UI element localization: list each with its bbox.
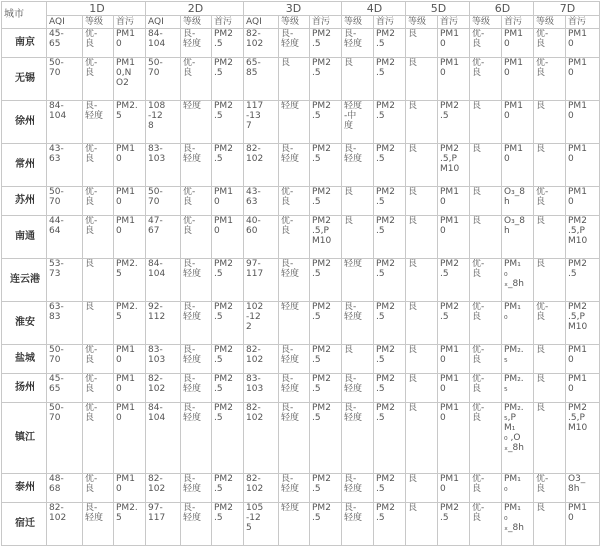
forecast-cell: 优- 良 [83, 344, 114, 373]
subcolumn-header: 等级 [342, 16, 374, 29]
forecast-cell: PM1 0 [114, 403, 146, 474]
forecast-cell: 优- 良 [470, 374, 502, 403]
forecast-cell: 良- 轻度 [181, 344, 212, 373]
forecast-cell: 优- 良 [181, 58, 212, 101]
forecast-cell: PM2 .5,P M10 [438, 144, 470, 187]
forecast-cell: 83- 103 [244, 374, 279, 403]
forecast-cell: 优- 良 [534, 29, 566, 58]
forecast-cell: 53- 73 [47, 259, 83, 302]
forecast-cell: PM2. 5 [114, 101, 146, 144]
subcolumn-header: 等级 [470, 16, 502, 29]
city-cell: 常州 [2, 144, 47, 187]
forecast-cell: 良 [534, 403, 566, 474]
forecast-cell: 良- 轻度 [279, 344, 310, 373]
forecast-cell: PM2 .5 [438, 502, 470, 545]
subcolumn-header: 首污 [438, 16, 470, 29]
forecast-cell: 良- 轻度 [181, 259, 212, 302]
day-header: 5D [406, 2, 470, 16]
table-row [2, 144, 600, 187]
forecast-cell: PM₁ ₀ ₓ_8h [502, 259, 534, 302]
forecast-cell: PM1 0 [502, 29, 534, 58]
forecast-cell: 50- 70 [47, 403, 83, 474]
forecast-cell: 优- 良 [83, 186, 114, 215]
day-header: 4D [342, 2, 406, 16]
table-row [2, 259, 600, 302]
table-row [2, 301, 600, 344]
forecast-cell: 良 [406, 259, 438, 302]
forecast-cell: PM1 0 [502, 58, 534, 101]
table-row [2, 58, 600, 101]
forecast-cell: 良- 轻度 [181, 473, 212, 502]
forecast-cell: 轻度 [279, 502, 310, 545]
forecast-cell: PM1 0 [502, 144, 534, 187]
forecast-cell: 50- 70 [47, 344, 83, 373]
forecast-cell: PM1 0 [438, 216, 470, 259]
forecast-cell: 轻度 [342, 259, 374, 302]
day-header: 2D [146, 2, 244, 16]
forecast-cell: 92- 112 [146, 301, 181, 344]
subcolumn-header: 首污 [374, 16, 406, 29]
forecast-cell: PM2 .5 [374, 216, 406, 259]
forecast-cell: PM₁ ₀ ₓ_8h [502, 502, 534, 545]
forecast-cell: 47- 67 [146, 216, 181, 259]
forecast-cell: PM2 .5 [212, 101, 244, 144]
forecast-cell: 良- 轻度 [342, 473, 374, 502]
forecast-cell: 良- 轻度 [279, 259, 310, 302]
forecast-cell: PM1 0 [438, 58, 470, 101]
forecast-cell: 良- 轻度 [342, 374, 374, 403]
forecast-cell: PM2 .5,P M10 [566, 216, 600, 259]
subcolumn-header: 首污 [566, 16, 600, 29]
city-cell: 扬州 [2, 374, 47, 403]
forecast-cell: 良- 轻度 [342, 144, 374, 187]
forecast-cell: 优- 良 [470, 473, 502, 502]
forecast-cell: PM2 .5 [212, 144, 244, 187]
forecast-cell: PM2 .5 [212, 374, 244, 403]
city-cell: 徐州 [2, 101, 47, 144]
forecast-cell: 良 [342, 186, 374, 215]
day-header: 1D [47, 2, 146, 16]
forecast-cell: PM1 0 [438, 403, 470, 474]
forecast-cell: 优- 良 [279, 186, 310, 215]
forecast-cell: PM2 .5 [310, 403, 342, 474]
forecast-cell: 97- 117 [244, 259, 279, 302]
forecast-cell: PM1 0,N O2 [114, 58, 146, 101]
forecast-cell: 良- 轻度 [181, 29, 212, 58]
forecast-cell: PM2 .5 [212, 502, 244, 545]
forecast-cell: 优- 良 [181, 216, 212, 259]
forecast-cell: 良 [470, 216, 502, 259]
table-row [2, 186, 600, 215]
forecast-cell: PM1 0 [114, 344, 146, 373]
forecast-cell: 良 [534, 502, 566, 545]
table-row [2, 473, 600, 502]
forecast-cell: PM1 0 [114, 216, 146, 259]
forecast-cell: PM2 .5 [310, 186, 342, 215]
subcolumn-header: 首污 [212, 16, 244, 29]
forecast-cell: 良- 轻度 [181, 403, 212, 474]
forecast-cell: PM2 .5 [310, 144, 342, 187]
forecast-cell: PM2. 5 [114, 301, 146, 344]
forecast-cell: 83- 103 [146, 144, 181, 187]
forecast-cell: 良 [534, 144, 566, 187]
forecast-cell: 轻度 [279, 101, 310, 144]
forecast-cell: 65- 85 [244, 58, 279, 101]
forecast-cell: PM2 .5 [212, 259, 244, 302]
forecast-cell: 良- 轻度 [279, 29, 310, 58]
forecast-cell: 84- 104 [146, 259, 181, 302]
forecast-cell: 优- 良 [534, 186, 566, 215]
forecast-cell: 优- 良 [83, 29, 114, 58]
forecast-cell: PM1 0 [114, 374, 146, 403]
forecast-cell: PM1 0 [566, 344, 600, 373]
forecast-cell: PM₂. ₅ [502, 344, 534, 373]
forecast-cell: 良 [83, 259, 114, 302]
forecast-cell: 良 [534, 216, 566, 259]
forecast-cell: 117 -13 7 [244, 101, 279, 144]
city-cell: 无锡 [2, 58, 47, 101]
forecast-cell: 优- 良 [470, 58, 502, 101]
forecast-cell: PM1 0 [502, 101, 534, 144]
forecast-cell: PM2 .5 [212, 301, 244, 344]
forecast-cell: PM1 0 [438, 344, 470, 373]
forecast-cell: PM2 .5 [310, 301, 342, 344]
forecast-cell: 优- 良 [470, 403, 502, 474]
forecast-cell: 43- 63 [244, 186, 279, 215]
forecast-cell: PM2 .5 [310, 473, 342, 502]
forecast-cell: PM2 .5 [212, 403, 244, 474]
forecast-cell: PM2 .5 [310, 58, 342, 101]
forecast-cell: 良- 轻度 [181, 502, 212, 545]
subcolumn-header: 等级 [406, 16, 438, 29]
forecast-cell: PM1 0 [566, 101, 600, 144]
forecast-cell: 82- 102 [244, 403, 279, 474]
forecast-cell: 良 [406, 144, 438, 187]
forecast-cell: 50- 70 [146, 58, 181, 101]
forecast-cell: PM2 .5 [566, 259, 600, 302]
day-header: 7D [534, 2, 600, 16]
forecast-cell: PM1 0 [438, 29, 470, 58]
forecast-cell: 良 [342, 216, 374, 259]
forecast-cell: 良 [470, 186, 502, 215]
city-cell: 连云港 [2, 259, 47, 302]
table-row [2, 344, 600, 373]
forecast-cell: PM2 .5 [374, 186, 406, 215]
forecast-cell: PM1 0 [212, 216, 244, 259]
forecast-cell: 良 [279, 58, 310, 101]
forecast-cell: PM2 .5,P M10 [566, 301, 600, 344]
day-header: 6D [470, 2, 534, 16]
forecast-cell: 优- 良 [279, 216, 310, 259]
forecast-cell: PM2 .5 [212, 344, 244, 373]
forecast-cell: PM2 .5,P M10 [566, 403, 600, 474]
forecast-cell: 良 [406, 101, 438, 144]
city-cell: 南通 [2, 216, 47, 259]
subcolumn-header: 等级 [181, 16, 212, 29]
forecast-cell: 良 [534, 259, 566, 302]
forecast-cell: 优- 良 [534, 301, 566, 344]
forecast-cell: 良 [470, 101, 502, 144]
forecast-cell: 优- 良 [470, 502, 502, 545]
city-cell: 宿迁 [2, 502, 47, 545]
forecast-cell: 良 [406, 403, 438, 474]
forecast-cell: 良- 轻度 [342, 301, 374, 344]
forecast-cell: PM₂. ₅ [502, 374, 534, 403]
forecast-cell: 63- 83 [47, 301, 83, 344]
forecast-cell: 82- 102 [244, 473, 279, 502]
forecast-cell: 轻度 [279, 301, 310, 344]
forecast-cell: PM2. 5 [114, 502, 146, 545]
forecast-cell: 优- 良 [83, 473, 114, 502]
forecast-cell: 45- 65 [47, 29, 83, 58]
forecast-cell: PM1 0 [114, 144, 146, 187]
forecast-cell: 97- 117 [146, 502, 181, 545]
forecast-cell: PM2 .5 [310, 29, 342, 58]
forecast-cell: 良 [406, 216, 438, 259]
forecast-cell: PM1 0 [114, 29, 146, 58]
forecast-cell: PM₁ ₀ [502, 473, 534, 502]
forecast-cell: PM2 .5 [374, 29, 406, 58]
forecast-cell: 轻度 -中 度 [342, 101, 374, 144]
subcolumn-header: 等级 [83, 16, 114, 29]
forecast-cell: 82- 102 [47, 502, 83, 545]
forecast-cell: PM2 .5 [374, 101, 406, 144]
forecast-cell: 良 [406, 344, 438, 373]
table-row [2, 216, 600, 259]
table-row [2, 502, 600, 545]
forecast-cell: 108 -12 8 [146, 101, 181, 144]
forecast-cell: 102 -12 2 [244, 301, 279, 344]
forecast-cell: 40- 60 [244, 216, 279, 259]
forecast-cell: PM1 0 [566, 29, 600, 58]
forecast-cell: PM1 0 [566, 186, 600, 215]
forecast-cell: PM2 .5 [438, 101, 470, 144]
forecast-cell: 良 [534, 344, 566, 373]
forecast-cell: 良 [406, 186, 438, 215]
forecast-cell: 良- 轻度 [342, 403, 374, 474]
forecast-cell: 良 [470, 144, 502, 187]
forecast-cell: 良 [342, 344, 374, 373]
forecast-cell: 良 [406, 301, 438, 344]
forecast-cell: 45- 65 [47, 374, 83, 403]
forecast-cell: 50- 70 [47, 186, 83, 215]
forecast-cell: PM1 0 [566, 374, 600, 403]
forecast-cell: PM2. 5 [114, 259, 146, 302]
forecast-cell: PM₁ ₀ [502, 301, 534, 344]
forecast-cell: O3_ 8h [566, 473, 600, 502]
forecast-cell: PM2 .5 [310, 101, 342, 144]
forecast-cell: 良 [83, 301, 114, 344]
forecast-cell: 优- 良 [83, 216, 114, 259]
forecast-cell: PM2 .5,P M10 [310, 216, 342, 259]
forecast-cell: 良- 轻度 [181, 144, 212, 187]
forecast-cell: PM2 .5 [374, 473, 406, 502]
forecast-cell: PM2 .5 [212, 473, 244, 502]
forecast-cell: 良- 轻度 [279, 403, 310, 474]
forecast-cell: PM1 0 [438, 374, 470, 403]
forecast-cell: 83- 103 [146, 344, 181, 373]
forecast-cell: PM2 .5 [374, 344, 406, 373]
forecast-cell: 优- 良 [534, 473, 566, 502]
forecast-cell: 良 [406, 502, 438, 545]
subcolumn-header: 等级 [534, 16, 566, 29]
forecast-table-container [1, 1, 599, 546]
forecast-cell: 良- 轻度 [342, 29, 374, 58]
forecast-cell: 82- 102 [244, 29, 279, 58]
subcolumn-header: 首污 [114, 16, 146, 29]
header-row-subcolumns [2, 16, 600, 29]
forecast-cell: PM1 0 [114, 186, 146, 215]
forecast-cell: 82- 102 [146, 473, 181, 502]
city-column-header: 城市 [2, 2, 47, 29]
city-cell: 盐城 [2, 344, 47, 373]
forecast-cell: 良- 轻度 [181, 374, 212, 403]
forecast-cell: PM2 .5 [310, 344, 342, 373]
forecast-cell: 优- 良 [83, 144, 114, 187]
forecast-cell: PM2 .5 [310, 374, 342, 403]
forecast-cell: PM2 .5 [212, 58, 244, 101]
forecast-cell: 优- 良 [83, 374, 114, 403]
forecast-cell: 82- 102 [244, 144, 279, 187]
forecast-cell: 良- 轻度 [83, 502, 114, 545]
subcolumn-header: AQI [47, 16, 83, 29]
forecast-cell: 优- 良 [470, 301, 502, 344]
forecast-cell: 43- 63 [47, 144, 83, 187]
forecast-cell: O₃_8 h [502, 216, 534, 259]
city-cell: 泰州 [2, 473, 47, 502]
forecast-cell: PM₂. ₅,P M₁ ₀ ,O ₓ_8h [502, 403, 534, 474]
forecast-cell: 优- 良 [181, 186, 212, 215]
forecast-cell: 良- 轻度 [279, 144, 310, 187]
forecast-cell: 良- 轻度 [342, 502, 374, 545]
forecast-cell: 优- 良 [470, 259, 502, 302]
table-row [2, 374, 600, 403]
city-cell: 淮安 [2, 301, 47, 344]
forecast-cell: 良 [406, 29, 438, 58]
forecast-cell: PM1 0 [566, 502, 600, 545]
forecast-cell: PM2 .5 [310, 259, 342, 302]
forecast-cell: PM2 .5 [212, 29, 244, 58]
subcolumn-header: 首污 [502, 16, 534, 29]
forecast-cell: 82- 102 [244, 344, 279, 373]
forecast-cell: PM1 0 [114, 473, 146, 502]
forecast-cell: O₃_8 h [502, 186, 534, 215]
forecast-cell: PM2 .5 [374, 502, 406, 545]
forecast-cell: 44- 64 [47, 216, 83, 259]
forecast-cell: PM2 .5 [310, 502, 342, 545]
table-header [2, 2, 600, 29]
forecast-cell: 优- 良 [83, 403, 114, 474]
forecast-cell: PM1 0 [566, 144, 600, 187]
forecast-cell: 优- 良 [470, 29, 502, 58]
day-header: 3D [244, 2, 342, 16]
forecast-cell: 良 [406, 58, 438, 101]
forecast-cell: PM2 .5 [374, 301, 406, 344]
forecast-cell: 48- 68 [47, 473, 83, 502]
city-cell: 镇江 [2, 403, 47, 474]
city-cell: 苏州 [2, 186, 47, 215]
subcolumn-header: AQI [244, 16, 279, 29]
subcolumn-header: 首污 [310, 16, 342, 29]
forecast-cell: PM1 0 [212, 186, 244, 215]
table-row [2, 403, 600, 474]
forecast-cell: PM2 .5 [374, 144, 406, 187]
forecast-cell: PM2 .5 [374, 403, 406, 474]
forecast-cell: 良 [534, 101, 566, 144]
forecast-cell: 105 -12 5 [244, 502, 279, 545]
forecast-cell: 良- 轻度 [279, 374, 310, 403]
forecast-cell: 轻度 [181, 101, 212, 144]
forecast-cell: 50- 70 [47, 58, 83, 101]
forecast-cell: 良 [406, 473, 438, 502]
forecast-cell: 良 [406, 374, 438, 403]
forecast-cell: 良- 轻度 [83, 101, 114, 144]
forecast-cell: PM1 0 [438, 186, 470, 215]
forecast-cell: 良- 轻度 [181, 301, 212, 344]
subcolumn-header: AQI [146, 16, 181, 29]
forecast-cell: 良 [534, 374, 566, 403]
header-row-days [2, 2, 600, 16]
air-quality-forecast-table [1, 1, 600, 546]
forecast-cell: 84- 104 [146, 29, 181, 58]
table-body [2, 29, 600, 546]
forecast-cell: 50- 70 [146, 186, 181, 215]
forecast-cell: PM2 .5 [438, 259, 470, 302]
forecast-cell: 84- 104 [146, 403, 181, 474]
forecast-cell: 优- 良 [534, 58, 566, 101]
city-cell: 南京 [2, 29, 47, 58]
forecast-cell: 优- 良 [470, 344, 502, 373]
table-row [2, 29, 600, 58]
forecast-cell: PM1 0 [566, 58, 600, 101]
forecast-cell: 优- 良 [83, 58, 114, 101]
forecast-cell: 84- 104 [47, 101, 83, 144]
forecast-cell: PM2 .5 [374, 259, 406, 302]
subcolumn-header: 等级 [279, 16, 310, 29]
forecast-cell: PM2 .5 [374, 374, 406, 403]
forecast-cell: PM2 .5 [438, 301, 470, 344]
forecast-cell: 82- 102 [146, 374, 181, 403]
table-row [2, 101, 600, 144]
forecast-cell: PM2 .5 [374, 58, 406, 101]
forecast-cell: 良- 轻度 [279, 473, 310, 502]
forecast-cell: 良 [342, 58, 374, 101]
forecast-cell: PM1 0 [438, 473, 470, 502]
